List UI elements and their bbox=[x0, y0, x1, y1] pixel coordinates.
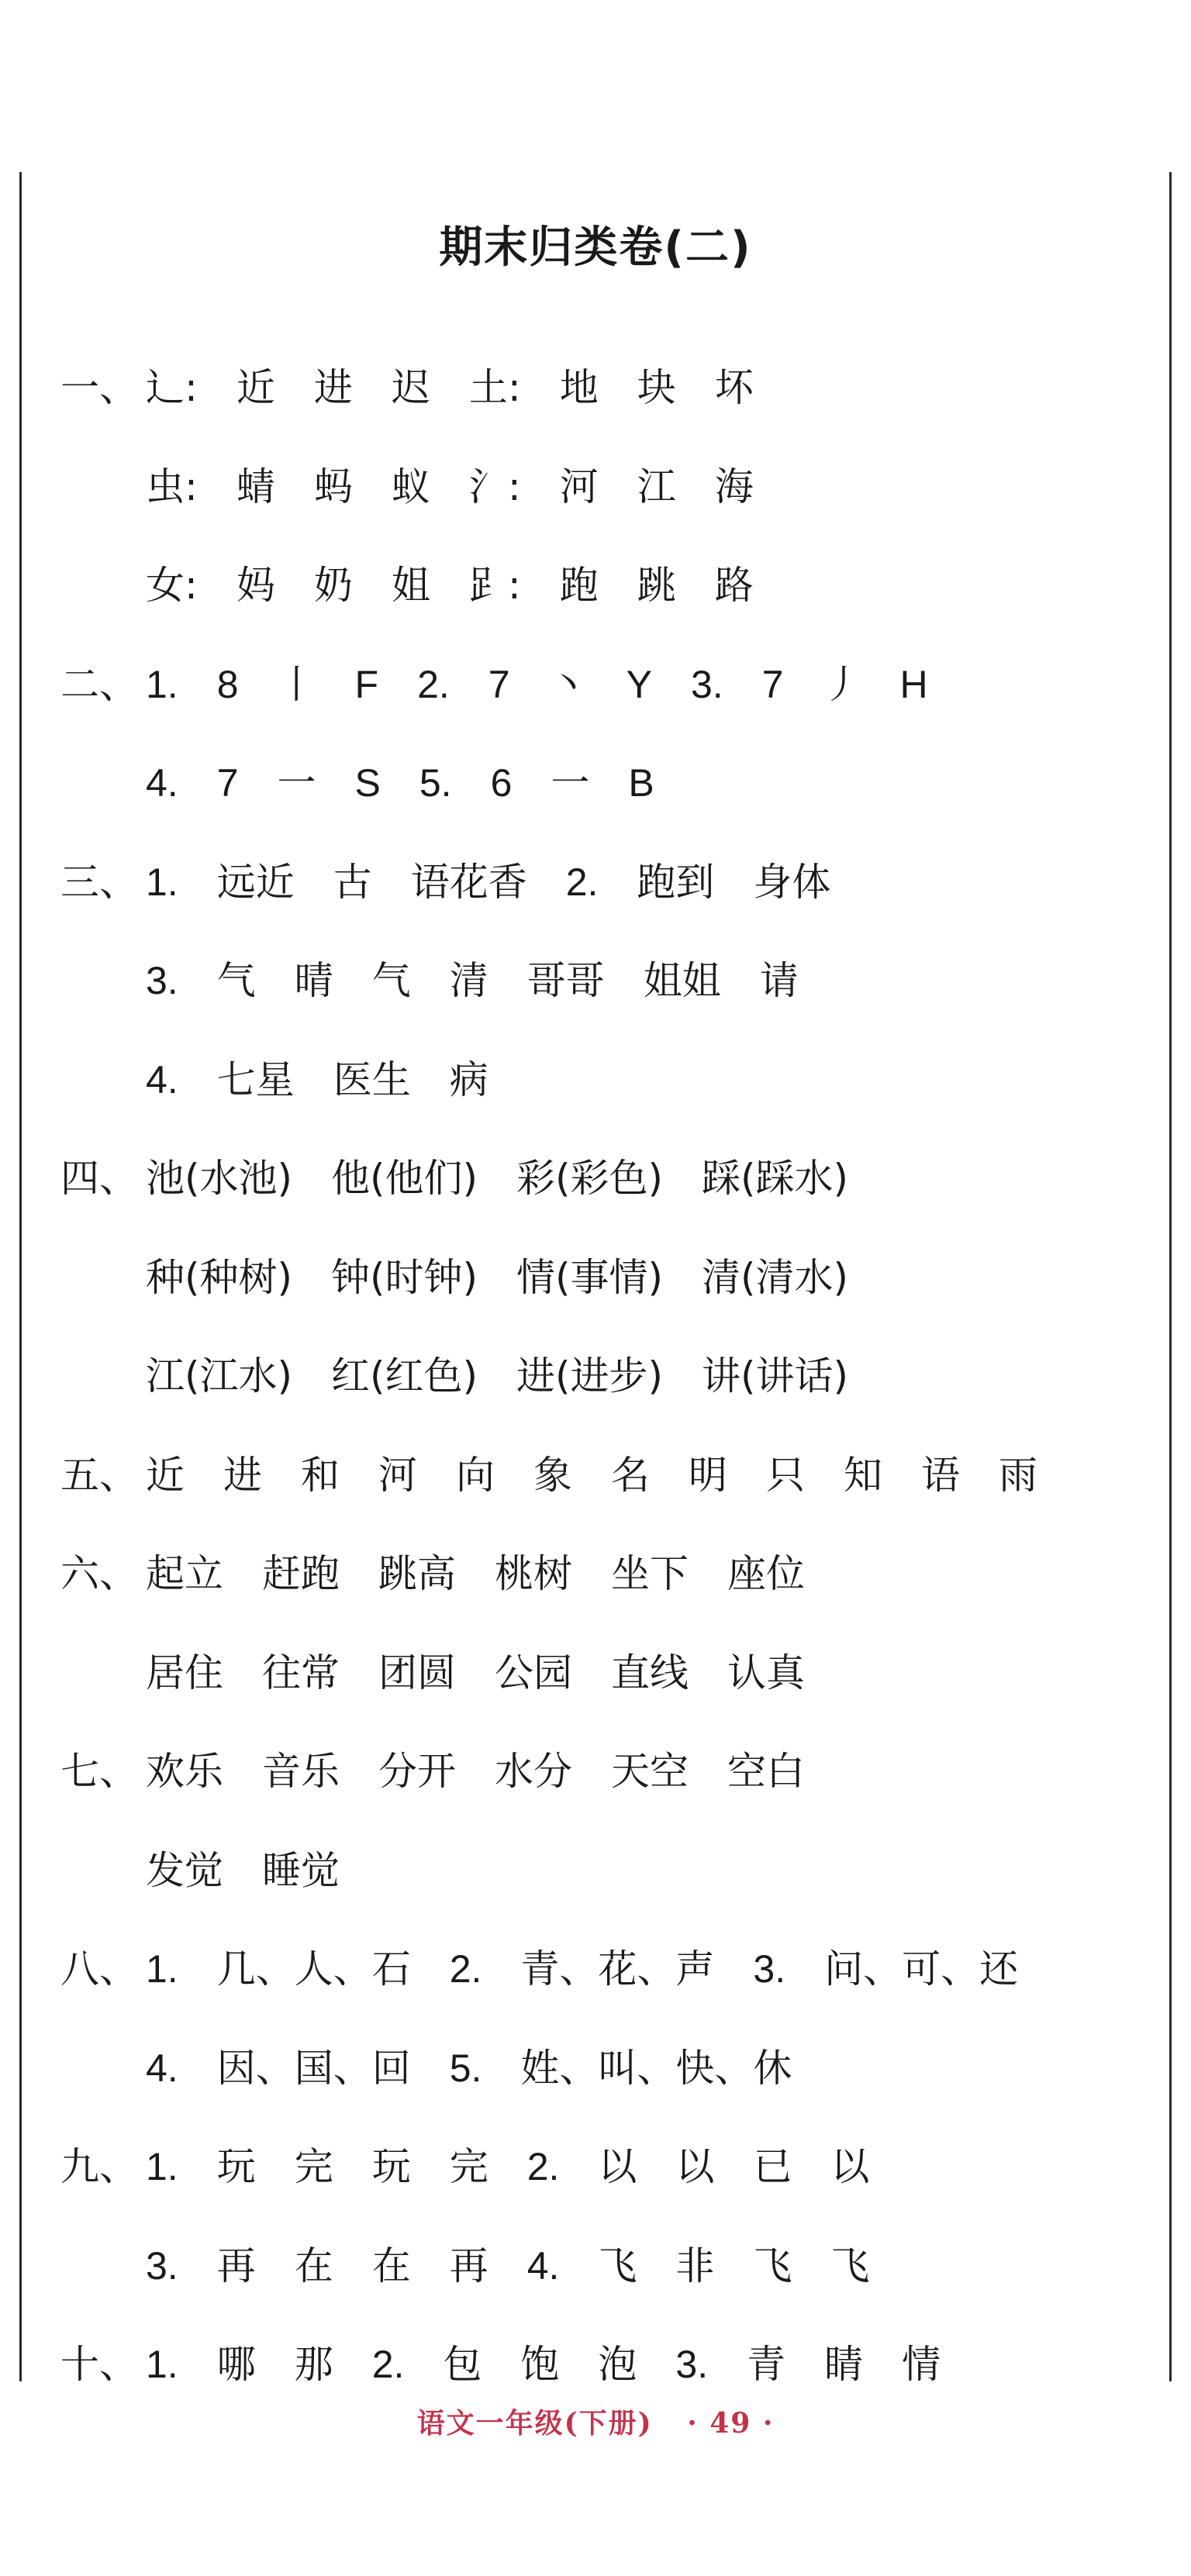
section-number: 三、 bbox=[60, 860, 138, 905]
answer-token: 请 bbox=[759, 958, 799, 1003]
answer-token: 座位 bbox=[727, 1551, 805, 1596]
answer-token: 因、国、回 bbox=[216, 2046, 411, 2091]
answer-token: 明 bbox=[689, 1453, 727, 1498]
answer-token: H bbox=[899, 663, 928, 706]
answer-content bbox=[146, 1444, 1076, 1506]
section-number: 一、 bbox=[60, 365, 138, 410]
page-number: · 49 · bbox=[687, 2407, 775, 2440]
answer-token: 姐姐 bbox=[643, 958, 721, 1003]
answer-token: 再 bbox=[449, 2243, 488, 2288]
answer-token: 已 bbox=[753, 2144, 792, 2189]
answer-token: 空白 bbox=[727, 1749, 805, 1794]
answer-token: 跑到 bbox=[637, 860, 715, 905]
answer-token: 完 bbox=[449, 2144, 488, 2189]
answer-token: 飞 bbox=[830, 2243, 870, 2288]
answer-token: 讲(讲话) bbox=[702, 1354, 849, 1398]
answer-token: 以 bbox=[830, 2144, 870, 2189]
answer-token: 1. bbox=[146, 2343, 178, 2386]
answer-token: 近 bbox=[236, 365, 275, 410]
answer-token: 团圆 bbox=[378, 1650, 456, 1695]
answer-token: 进 bbox=[223, 1453, 262, 1498]
answer-token: 氵: bbox=[468, 464, 521, 509]
answer-token: 问、可、还 bbox=[824, 1947, 1019, 1991]
answer-token: 7 bbox=[488, 663, 510, 706]
answer-token: 一 bbox=[551, 760, 590, 805]
answer-content bbox=[146, 1247, 887, 1309]
answer-token: 象 bbox=[533, 1453, 572, 1498]
answer-token: 完 bbox=[294, 2144, 333, 2189]
answer-content bbox=[146, 752, 693, 814]
section-number: 二、 bbox=[60, 662, 138, 707]
answer-token: 桃树 bbox=[495, 1551, 572, 1596]
section-number: 五、 bbox=[60, 1453, 138, 1498]
answer-token: 清 bbox=[449, 958, 488, 1003]
answer-token: 江 bbox=[637, 464, 676, 509]
answer-token: 河 bbox=[378, 1453, 417, 1498]
answer-token: 丿 bbox=[822, 662, 861, 707]
answer-token: 病 bbox=[449, 1057, 488, 1102]
answer-token: 跳高 bbox=[378, 1551, 456, 1596]
answer-token: B bbox=[628, 761, 654, 805]
answer-token: 在 bbox=[371, 2243, 411, 2288]
answer-token: 青、花、声 bbox=[520, 1947, 715, 1991]
answer-token: 赶跑 bbox=[262, 1551, 340, 1596]
answer-token: 水分 bbox=[495, 1749, 572, 1794]
answer-content bbox=[146, 653, 967, 716]
answer-token: 以 bbox=[598, 2144, 637, 2189]
answer-token: 虫: bbox=[146, 464, 198, 509]
answer-token: 块 bbox=[637, 365, 676, 410]
answer-token: 哥哥 bbox=[526, 958, 605, 1003]
section-number: 四、 bbox=[60, 1156, 138, 1201]
answer-token: 气 bbox=[371, 958, 411, 1003]
answer-token: 玩 bbox=[216, 2144, 256, 2189]
answer-token: 土: bbox=[468, 365, 521, 410]
answer-content bbox=[146, 2333, 979, 2395]
answer-token: 雨 bbox=[999, 1453, 1037, 1498]
answer-token: 奶 bbox=[313, 563, 353, 608]
answer-token: 饱 bbox=[520, 2342, 560, 2387]
answer-token: 河 bbox=[559, 464, 599, 509]
answer-token: 1. bbox=[146, 2145, 178, 2188]
footer-subject: 语文一年级(下册) bbox=[416, 2407, 653, 2440]
answer-token: 古 bbox=[333, 860, 372, 905]
answer-token: 5. bbox=[449, 2047, 482, 2090]
answer-token: 池(水池) bbox=[146, 1156, 293, 1201]
left-border-line bbox=[19, 172, 22, 2381]
answer-token: 直线 bbox=[611, 1650, 689, 1695]
answer-token: 进 bbox=[313, 365, 353, 410]
answer-token: 8 bbox=[216, 663, 239, 706]
answer-token: 哪 bbox=[216, 2342, 256, 2387]
answer-token: 几、人、石 bbox=[216, 1947, 411, 1991]
answer-token: 身体 bbox=[753, 860, 831, 905]
answer-token: 情 bbox=[902, 2342, 941, 2387]
page-title: 期末归类卷(二) bbox=[439, 222, 752, 273]
answer-token: 坏 bbox=[714, 365, 754, 410]
section-number: 八、 bbox=[60, 1947, 138, 1991]
answer-token: 2. bbox=[526, 2145, 560, 2188]
answer-token: 姓、叫、快、休 bbox=[520, 2046, 792, 2091]
answer-token: Y bbox=[626, 663, 652, 706]
answer-token: 起立 bbox=[146, 1551, 223, 1596]
answer-token: 2. bbox=[449, 1947, 482, 1991]
answer-content bbox=[146, 1938, 1057, 2000]
answer-token: 迟 bbox=[391, 365, 430, 410]
answer-token: 路 bbox=[714, 563, 754, 608]
answer-token: 进(进步) bbox=[516, 1354, 664, 1398]
answer-token: 蚂 bbox=[313, 464, 353, 509]
answer-content bbox=[146, 950, 837, 1012]
answer-token: 只 bbox=[766, 1453, 805, 1498]
answer-token: S bbox=[354, 761, 381, 805]
answer-token: 睛 bbox=[824, 2342, 864, 2387]
answer-content bbox=[146, 554, 792, 616]
answer-content bbox=[146, 1740, 844, 1802]
answer-token: 海 bbox=[714, 464, 754, 509]
answer-token: 远近 bbox=[216, 860, 295, 905]
answer-content bbox=[146, 1049, 527, 1111]
answer-content bbox=[146, 2235, 908, 2297]
answer-token: 睡觉 bbox=[262, 1848, 340, 1893]
answer-token: 七星 bbox=[216, 1057, 295, 1102]
answer-token: 2. bbox=[371, 2343, 405, 2386]
answer-token: 认真 bbox=[727, 1650, 805, 1695]
answer-content bbox=[146, 1147, 887, 1209]
answer-token: 他(他们) bbox=[331, 1156, 478, 1201]
answer-token: 蜻 bbox=[236, 464, 275, 509]
answer-token: 2. bbox=[565, 860, 599, 904]
answer-token: 天空 bbox=[611, 1749, 689, 1794]
answer-token: 公园 bbox=[495, 1650, 572, 1695]
answer-token: 1. bbox=[146, 663, 178, 706]
answer-token: 清(清水) bbox=[702, 1255, 849, 1300]
answer-token: 坐下 bbox=[611, 1551, 689, 1596]
answer-token: 4. bbox=[526, 2244, 560, 2288]
answer-token: 丶 bbox=[548, 662, 588, 707]
answer-content bbox=[146, 1642, 844, 1704]
answer-token: 知 bbox=[844, 1453, 882, 1498]
section-number: 十、 bbox=[60, 2342, 138, 2387]
answer-token: 一 bbox=[277, 760, 316, 805]
answer-token: 玩 bbox=[371, 2144, 411, 2189]
right-border-line bbox=[1169, 172, 1172, 2381]
answer-token: 红(红色) bbox=[331, 1354, 478, 1398]
answer-token: 跳 bbox=[637, 563, 676, 608]
section-number: 七、 bbox=[60, 1749, 138, 1794]
answer-token: 包 bbox=[443, 2342, 482, 2387]
answer-token: 语 bbox=[921, 1453, 960, 1498]
answer-token: 近 bbox=[146, 1453, 185, 1498]
answer-token: 7 bbox=[216, 761, 239, 805]
answer-token: 蚁 bbox=[391, 464, 430, 509]
answer-token: 1. bbox=[146, 860, 178, 904]
answer-token: 飞 bbox=[753, 2243, 792, 2288]
page-footer bbox=[0, 2402, 1191, 2441]
answer-token: 种(种树) bbox=[146, 1255, 293, 1300]
answer-token: 5. bbox=[419, 761, 452, 805]
answer-token: 地 bbox=[559, 365, 599, 410]
answer-token: 泡 bbox=[598, 2342, 637, 2387]
answer-content bbox=[146, 1345, 887, 1407]
answer-token: 音乐 bbox=[262, 1749, 340, 1794]
answer-token: 飞 bbox=[598, 2243, 637, 2288]
answer-token: 晴 bbox=[294, 958, 333, 1003]
answer-token: 青 bbox=[747, 2342, 786, 2387]
answer-token: 钟(时钟) bbox=[331, 1255, 478, 1300]
answer-content bbox=[146, 357, 792, 419]
answer-token: 丨 bbox=[277, 662, 316, 707]
answer-token: 4. bbox=[146, 1058, 178, 1102]
answer-token: 名 bbox=[611, 1453, 650, 1498]
answer-token: 发觉 bbox=[146, 1848, 223, 1893]
answer-token: 气 bbox=[216, 958, 256, 1003]
answer-token: 姐 bbox=[391, 563, 430, 608]
answer-token: 3. bbox=[146, 2244, 178, 2288]
answer-token: 跑 bbox=[559, 563, 599, 608]
answer-token: 踩(踩水) bbox=[702, 1156, 849, 1201]
answer-token: 语花香 bbox=[410, 860, 527, 905]
answer-token: 分开 bbox=[378, 1749, 456, 1794]
answer-token: 那 bbox=[294, 2342, 333, 2387]
answer-token: 女: bbox=[146, 563, 198, 608]
answer-token: F bbox=[354, 663, 379, 706]
answer-token: 向 bbox=[456, 1453, 495, 1498]
answer-token: 在 bbox=[294, 2243, 333, 2288]
answer-content bbox=[146, 2037, 830, 2099]
section-number: 六、 bbox=[60, 1551, 138, 1596]
answer-content bbox=[146, 1840, 378, 1902]
answer-token: 6 bbox=[490, 761, 513, 805]
answer-content bbox=[146, 456, 792, 518]
answer-token: 7 bbox=[761, 663, 784, 706]
answer-token: 以 bbox=[675, 2144, 715, 2189]
answer-token: 彩(彩色) bbox=[516, 1156, 664, 1201]
answer-token: 往常 bbox=[262, 1650, 340, 1695]
answer-token: 2. bbox=[417, 663, 450, 706]
answer-token: 医生 bbox=[333, 1057, 411, 1102]
answer-content bbox=[146, 1543, 844, 1605]
answer-token: 情(事情) bbox=[516, 1255, 664, 1300]
answer-token: 辶: bbox=[146, 365, 198, 410]
answer-token: 4. bbox=[146, 2047, 178, 2090]
answer-token: 𧾷: bbox=[468, 563, 521, 608]
answer-token: 再 bbox=[216, 2243, 256, 2288]
answer-token: 和 bbox=[301, 1453, 340, 1498]
answer-token: 3. bbox=[675, 2343, 709, 2386]
answer-token: 江(江水) bbox=[146, 1354, 293, 1398]
answer-token: 1. bbox=[146, 1947, 178, 1991]
answer-content bbox=[146, 2136, 908, 2198]
answer-content bbox=[146, 851, 869, 913]
answer-token: 妈 bbox=[236, 563, 275, 608]
answer-token: 居住 bbox=[146, 1650, 223, 1695]
answer-token: 3. bbox=[690, 663, 723, 706]
answer-token: 3. bbox=[146, 959, 178, 1002]
answer-token: 欢乐 bbox=[146, 1749, 223, 1794]
answer-token: 3. bbox=[753, 1947, 786, 1991]
answer-token: 4. bbox=[146, 761, 178, 805]
section-number: 九、 bbox=[60, 2144, 138, 2189]
answer-token: 非 bbox=[675, 2243, 715, 2288]
